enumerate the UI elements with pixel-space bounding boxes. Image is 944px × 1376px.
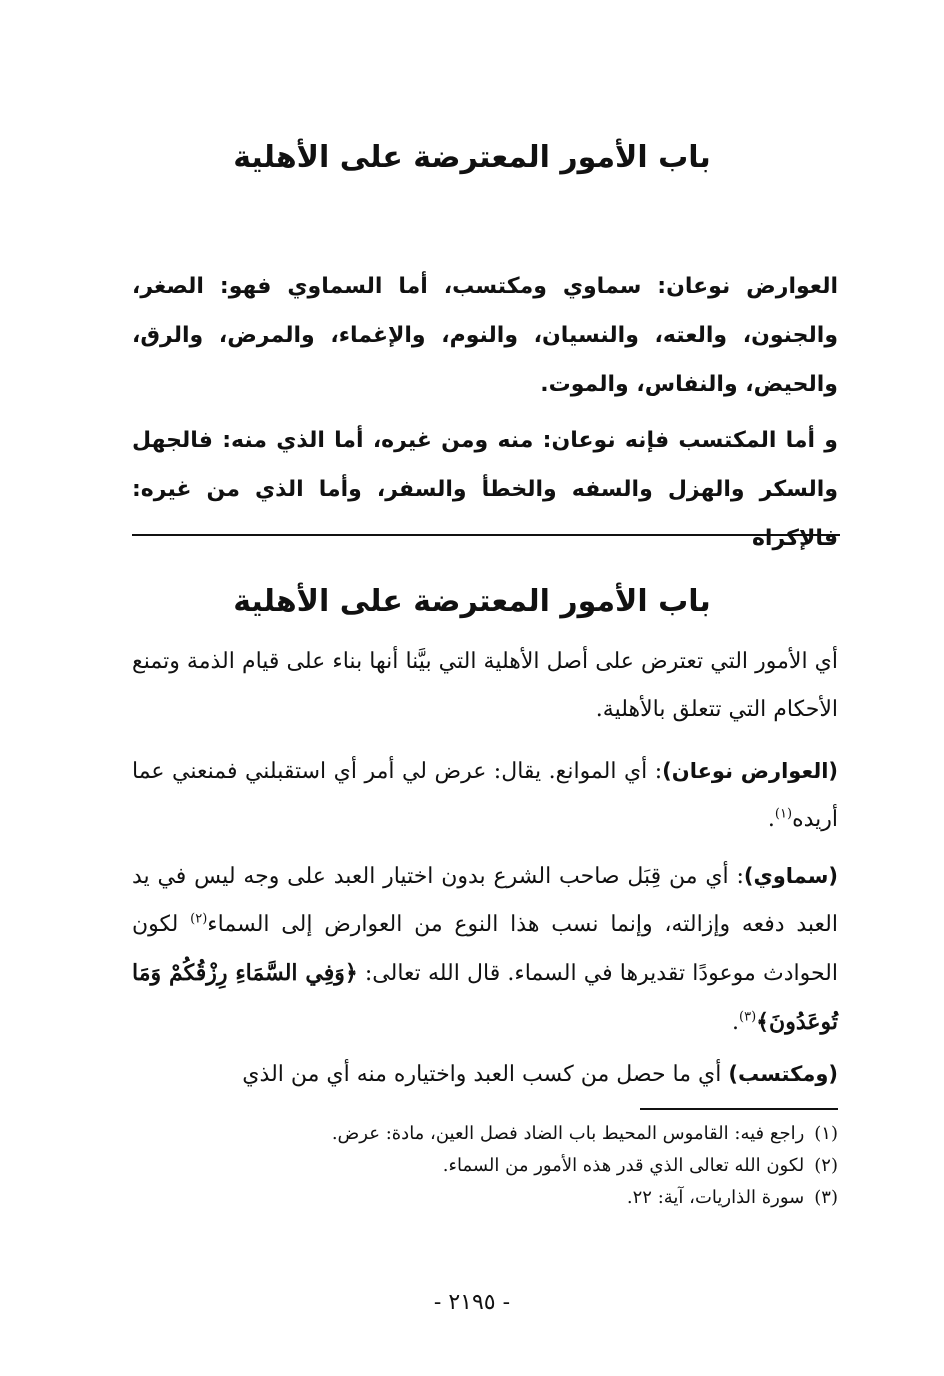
footnote-text: لكون الله تعالى الذي قدر هذه الأمور من السماء.: [442, 1155, 805, 1176]
footnote-number: (٣): [814, 1187, 838, 1208]
footnote-2: [132, 1150, 838, 1182]
quoted-term-samawi: (سماوي): [743, 864, 838, 888]
matn-paragraph-1: العوارض نوعان: سماوي ومكتسب، أما السماوي فهو: الصغر، والجنون، والعته، والنسيان، والنوم، والإغماء، والمرض، والرق، والحيض، والنفاس، والموت.: [132, 274, 838, 397]
commentary-text: : أي من قِبَل صاحب الشرع بدون اختيار العبد على وجه ليس في يد العبد دفعه وإزالته، وإنما نسب هذا النوع من العوارض إلى السماء: [132, 864, 838, 937]
footnote-separator: [640, 1108, 838, 1110]
quoted-term-awarid: (العوارض نوعان): [662, 759, 839, 783]
page-number: - ٢١٩٥ -: [433, 1290, 511, 1315]
footnote-3: [132, 1182, 838, 1214]
commentary-paragraph-2: [132, 747, 838, 844]
footnote-ref-1: (١): [774, 806, 793, 822]
footnote-1: [132, 1118, 838, 1150]
commentary-text: لكون الحوادث موعودًا تقديرها في السماء. قال الله تعالى:: [132, 912, 838, 986]
quran-verse: ﴿وَفِي السَّمَاءِ رِزْقُكُمْ وَمَا تُوعَدُونَ﴾: [132, 960, 838, 1035]
commentary-text: : أي الموانع. يقال: عرض لي أمر أي استقبلني فمنعني عما أريده: [132, 759, 838, 832]
footnote-number: (٢): [814, 1155, 838, 1176]
commentary-paragraph-4: [132, 1050, 838, 1099]
footnote-ref-3: (٣): [739, 1009, 757, 1025]
matn-paragraph-2: و أما المكتسب فإنه نوعان: منه ومن غيره، أما الذي منه: فالجهل والسكر والهزل والسفه والخطأ والسفر، وأما الذي من غيره: فالإكراه: [132, 428, 838, 551]
sentence-end: .: [732, 1010, 740, 1035]
footnote-text: سورة الذاريات، آية: ٢٢.: [626, 1187, 805, 1208]
commentary-paragraph-1: أي الأمور التي تعترض على أصل الأهلية التي بيَّنا أنها بناء على قيام الذمة وتمنع الأحكام التي تتعلق بالأهلية.: [132, 649, 838, 722]
section-divider: [132, 534, 840, 536]
footnote-text: راجع فيه: القاموس المحيط باب الضاد فصل العين، مادة: عرض.: [331, 1123, 805, 1144]
footnote-number: (١): [814, 1123, 838, 1144]
page-title: باب الأمور المعترضة على الأهلية: [233, 140, 711, 175]
footnote-ref-2: (٢): [190, 911, 208, 927]
commentary-paragraph-3: [132, 852, 838, 1047]
quoted-term-muktasab: (ومكتسب): [728, 1062, 838, 1086]
commentary-title: باب الأمور المعترضة على الأهلية: [233, 584, 711, 619]
commentary-text: أي ما حصل من كسب العبد واختياره منه أي من الذي: [242, 1062, 729, 1087]
footnotes: [132, 1118, 838, 1214]
sentence-end: .: [767, 807, 775, 832]
